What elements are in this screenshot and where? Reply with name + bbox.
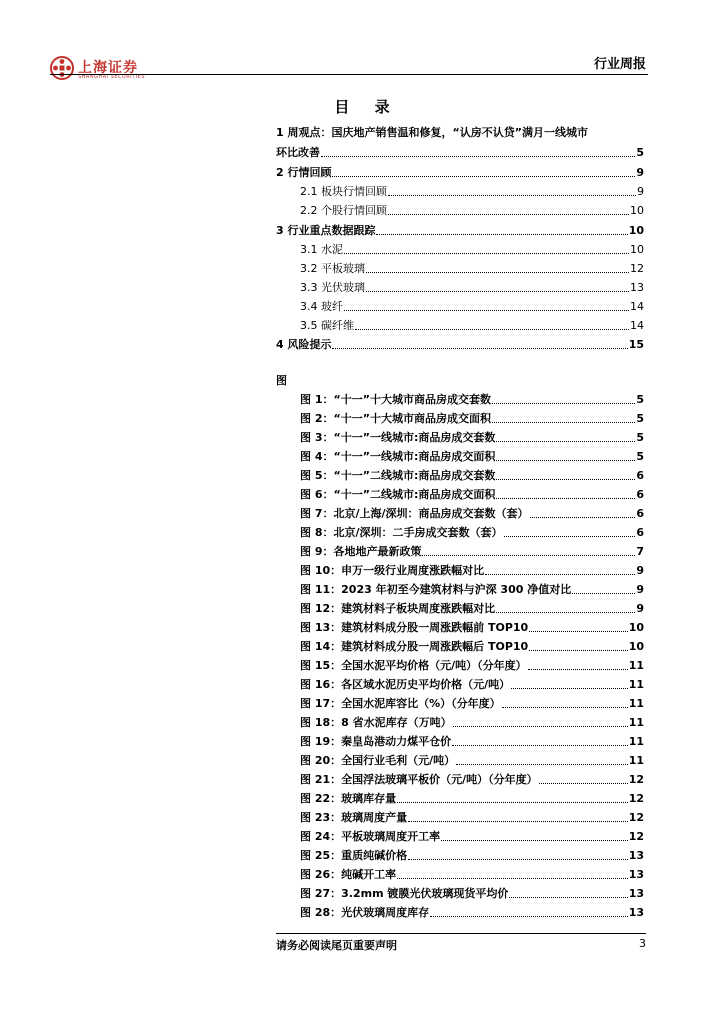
figure-entry-page: 10 bbox=[628, 621, 644, 634]
figure-entry[interactable] bbox=[300, 581, 644, 597]
toc-entry-title: 3.4 玻纤 bbox=[300, 300, 343, 313]
figure-entry-page: 9 bbox=[636, 602, 644, 615]
dot-leader bbox=[366, 291, 629, 292]
toc-entry-page: 12 bbox=[630, 262, 644, 275]
dot-leader bbox=[453, 726, 628, 727]
figure-entry-page: 13 bbox=[628, 906, 644, 919]
dot-leader bbox=[422, 555, 635, 556]
toc-entry-title: 2 行情回顾 bbox=[276, 166, 332, 179]
figure-entry[interactable] bbox=[300, 714, 644, 730]
dot-leader bbox=[496, 479, 635, 480]
figure-entry-title: 图 25：重质纯碱价格 bbox=[300, 849, 408, 862]
figure-entry[interactable] bbox=[300, 410, 644, 426]
footer-notice: 请务必阅读尾页重要声明 bbox=[276, 939, 397, 952]
figure-entry-title: 图 19：秦皇岛港动力煤平仓价 bbox=[300, 735, 452, 748]
toc-entry-page: 14 bbox=[630, 319, 644, 332]
figure-entry[interactable] bbox=[300, 600, 644, 616]
dot-leader bbox=[539, 783, 628, 784]
dot-leader bbox=[485, 574, 635, 575]
logo-text-en: SHANGHAI SECURITIES bbox=[78, 74, 146, 80]
logo-text-cn: 上海证券 bbox=[78, 60, 138, 76]
figure-entry-title: 图 7：北京/上海/深圳：商品房成交套数（套） bbox=[300, 507, 529, 520]
figure-entry[interactable] bbox=[300, 676, 644, 692]
figure-entry-page: 5 bbox=[636, 450, 644, 463]
figure-entry-page: 12 bbox=[628, 773, 644, 786]
figure-entry-page: 5 bbox=[636, 412, 644, 425]
figure-entry-title: 图 28：光伏玻璃周度库存 bbox=[300, 906, 430, 919]
toc-entry[interactable] bbox=[276, 144, 644, 160]
toc-entry-title: 3.3 光伏玻璃 bbox=[300, 281, 365, 294]
toc-entry[interactable] bbox=[276, 336, 644, 352]
dot-leader bbox=[496, 498, 635, 499]
figure-entry-page: 12 bbox=[628, 811, 644, 824]
company-logo bbox=[50, 54, 170, 84]
dot-leader bbox=[355, 329, 629, 330]
figure-entry[interactable] bbox=[300, 790, 644, 806]
dot-leader bbox=[572, 593, 635, 594]
figure-entry-title: 图 18：8 省水泥库存（万吨） bbox=[300, 716, 452, 729]
figure-entry[interactable] bbox=[300, 638, 644, 654]
dot-leader bbox=[511, 688, 628, 689]
dot-leader bbox=[529, 650, 627, 651]
figure-entry-page: 13 bbox=[628, 849, 644, 862]
figure-entry[interactable] bbox=[300, 543, 644, 559]
figure-entry-title: 图 5：“十一”二线城市:商品房成交套数 bbox=[300, 469, 496, 482]
dot-leader bbox=[496, 460, 635, 461]
figure-entry-page: 6 bbox=[636, 469, 644, 482]
dot-leader bbox=[492, 403, 635, 404]
toc-entry[interactable] bbox=[300, 183, 644, 199]
figure-entry[interactable] bbox=[300, 467, 644, 483]
figure-entry-page: 9 bbox=[636, 564, 644, 577]
figure-entry[interactable] bbox=[300, 847, 644, 863]
dot-leader bbox=[332, 176, 635, 177]
figure-entry-title: 图 20：全国行业毛利（元/吨） bbox=[300, 754, 456, 767]
dot-leader bbox=[504, 536, 636, 537]
figure-entry-page: 6 bbox=[636, 507, 644, 520]
figure-entry-title: 图 12：建筑材料子板块周度涨跌幅对比 bbox=[300, 602, 496, 615]
footer-divider bbox=[276, 933, 646, 934]
figure-entry-page: 13 bbox=[628, 868, 644, 881]
figure-entry[interactable] bbox=[300, 904, 644, 920]
figure-entry[interactable] bbox=[300, 695, 644, 711]
toc-entry-page: 14 bbox=[630, 300, 644, 313]
toc-entry-page: 9 bbox=[637, 185, 644, 198]
figure-entry[interactable] bbox=[300, 752, 644, 768]
figure-entry-title: 图 14：建筑材料成分股一周涨跌幅后 TOP10 bbox=[300, 640, 529, 653]
figure-entry-title: 图 2：“十一”十大城市商品房成交面积 bbox=[300, 412, 491, 425]
figure-entry-page: 13 bbox=[628, 887, 644, 900]
figure-entry-page: 11 bbox=[628, 678, 644, 691]
figure-entry[interactable] bbox=[300, 524, 644, 540]
figure-entry[interactable] bbox=[300, 657, 644, 673]
toc-entry-title: 2.2 个股行情回顾 bbox=[300, 204, 387, 217]
figure-entry-title: 图 21：全国浮法玻璃平板价（元/吨）（分年度） bbox=[300, 773, 538, 786]
dot-leader bbox=[430, 916, 628, 917]
figure-entry[interactable] bbox=[300, 866, 644, 882]
report-type: 行业周报 bbox=[593, 57, 646, 72]
figure-entry[interactable] bbox=[300, 733, 644, 749]
toc-entry-page: 15 bbox=[628, 338, 644, 351]
dot-leader bbox=[397, 878, 628, 879]
figure-entry[interactable] bbox=[300, 828, 644, 844]
figure-entry-page: 12 bbox=[628, 792, 644, 805]
figure-entry-title: 图 1：“十一”十大城市商品房成交套数 bbox=[300, 393, 491, 406]
toc-entry-title: 环比改善 bbox=[276, 146, 320, 159]
figure-entry-title: 图 8：北京/深圳：二手房成交套数（套） bbox=[300, 526, 503, 539]
figure-entry-title: 图 26：纯碱开工率 bbox=[300, 868, 397, 881]
dot-leader bbox=[344, 253, 629, 254]
toc-entry-title: 3.5 碳纤维 bbox=[300, 319, 354, 332]
figure-entry-page: 11 bbox=[628, 697, 644, 710]
toc-entry[interactable] bbox=[276, 222, 644, 238]
toc-entry-page: 10 bbox=[630, 204, 644, 217]
toc-entry[interactable] bbox=[300, 298, 644, 314]
toc-entry-title: 2.1 板块行情回顾 bbox=[300, 185, 387, 198]
dot-leader bbox=[397, 802, 628, 803]
figure-entry[interactable] bbox=[300, 486, 644, 502]
dot-leader bbox=[452, 745, 628, 746]
figure-entry-title: 图 23：玻璃周度产量 bbox=[300, 811, 408, 824]
figure-entry-title: 图 9：各地地产最新政策 bbox=[300, 545, 422, 558]
toc-entry[interactable] bbox=[300, 279, 644, 295]
figure-entry-title: 图 10：申万一级行业周度涨跌幅对比 bbox=[300, 564, 485, 577]
dot-leader bbox=[441, 840, 628, 841]
figure-entry-title: 图 24：平板玻璃周度开工率 bbox=[300, 830, 441, 843]
toc-entry-page: 13 bbox=[630, 281, 644, 294]
logo-icon bbox=[50, 56, 74, 80]
dot-leader bbox=[456, 764, 628, 765]
toc-entry[interactable] bbox=[300, 260, 644, 276]
toc-entry-page: 5 bbox=[636, 146, 644, 159]
dot-leader bbox=[528, 669, 628, 670]
figure-entry-title: 图 6：“十一”二线城市:商品房成交面积 bbox=[300, 488, 496, 501]
figure-entry-title: 图 16：各区域水泥历史平均价格（元/吨） bbox=[300, 678, 511, 691]
dot-leader bbox=[496, 441, 635, 442]
figure-entry-page: 12 bbox=[628, 830, 644, 843]
dot-leader bbox=[321, 156, 635, 157]
figure-entry-title: 图 4：“十一”一线城市:商品房成交面积 bbox=[300, 450, 496, 463]
toc-entry[interactable] bbox=[300, 241, 644, 257]
figure-entry-title: 图 15：全国水泥平均价格（元/吨）（分年度） bbox=[300, 659, 527, 672]
figure-entry-page: 6 bbox=[636, 526, 644, 539]
toc-entry[interactable] bbox=[276, 164, 644, 180]
dot-leader bbox=[492, 422, 635, 423]
figure-entry-page: 11 bbox=[628, 659, 644, 672]
toc-entry-page: 10 bbox=[628, 224, 644, 237]
dot-leader bbox=[344, 310, 629, 311]
figure-entry-page: 11 bbox=[628, 735, 644, 748]
figure-entry-page: 7 bbox=[636, 545, 644, 558]
figures-heading: 图 bbox=[276, 374, 287, 387]
figure-entry-title: 图 22：玻璃库存量 bbox=[300, 792, 397, 805]
toc-entry-page: 9 bbox=[636, 166, 644, 179]
figure-entry-title: 图 27：3.2mm 镀膜光伏玻璃现货平均价 bbox=[300, 887, 509, 900]
dot-leader bbox=[388, 195, 636, 196]
toc-entry-title: 3 行业重点数据跟踪 bbox=[276, 224, 376, 237]
figure-entry-title: 图 11：2023 年初至今建筑材料与沪深 300 净值对比 bbox=[300, 583, 572, 596]
dot-leader bbox=[529, 631, 627, 632]
page-number: 3 bbox=[639, 937, 646, 950]
figure-entry-page: 11 bbox=[628, 716, 644, 729]
figure-entry[interactable] bbox=[300, 809, 644, 825]
figure-entry[interactable] bbox=[300, 391, 644, 407]
figure-entry[interactable] bbox=[300, 885, 644, 901]
toc-entry-title: 3.2 平板玻璃 bbox=[300, 262, 365, 275]
toc-entry-title: 3.1 水泥 bbox=[300, 243, 343, 256]
figure-entry[interactable] bbox=[300, 505, 644, 521]
figure-entry-page: 5 bbox=[636, 393, 644, 406]
figure-entry-page: 5 bbox=[636, 431, 644, 444]
figure-entry-page: 6 bbox=[636, 488, 644, 501]
dot-leader bbox=[408, 859, 628, 860]
dot-leader bbox=[388, 214, 629, 215]
figure-entry-title: 图 13：建筑材料成分股一周涨跌幅前 TOP10 bbox=[300, 621, 529, 634]
toc-entry[interactable] bbox=[300, 202, 644, 218]
figure-entry[interactable] bbox=[300, 619, 644, 635]
dot-leader bbox=[376, 234, 627, 235]
dot-leader bbox=[332, 348, 627, 349]
figure-entry[interactable] bbox=[300, 562, 644, 578]
toc-entry-1-line1[interactable]: 1 周观点：国庆地产销售温和修复，“认房不认贷”满月一线城市 bbox=[276, 126, 588, 139]
figure-entry-page: 9 bbox=[636, 583, 644, 596]
figure-entry-page: 11 bbox=[628, 754, 644, 767]
figure-entry[interactable] bbox=[300, 429, 644, 445]
figure-entry[interactable] bbox=[300, 771, 644, 787]
dot-leader bbox=[530, 517, 636, 518]
toc-title: 目 录 bbox=[334, 98, 400, 116]
toc-entry-page: 10 bbox=[630, 243, 644, 256]
figure-entry-title: 图 3：“十一”一线城市:商品房成交套数 bbox=[300, 431, 496, 444]
dot-leader bbox=[496, 612, 635, 613]
table-of-contents bbox=[276, 0, 644, 1024]
dot-leader bbox=[509, 897, 627, 898]
toc-entry-title: 4 风险提示 bbox=[276, 338, 332, 351]
toc-entry[interactable] bbox=[300, 317, 644, 333]
figure-entry[interactable] bbox=[300, 448, 644, 464]
dot-leader bbox=[366, 272, 629, 273]
figure-entry-page: 10 bbox=[628, 640, 644, 653]
figure-entry-title: 图 17：全国水泥库容比（%）（分年度） bbox=[300, 697, 501, 710]
dot-leader bbox=[502, 707, 628, 708]
dot-leader bbox=[408, 821, 628, 822]
